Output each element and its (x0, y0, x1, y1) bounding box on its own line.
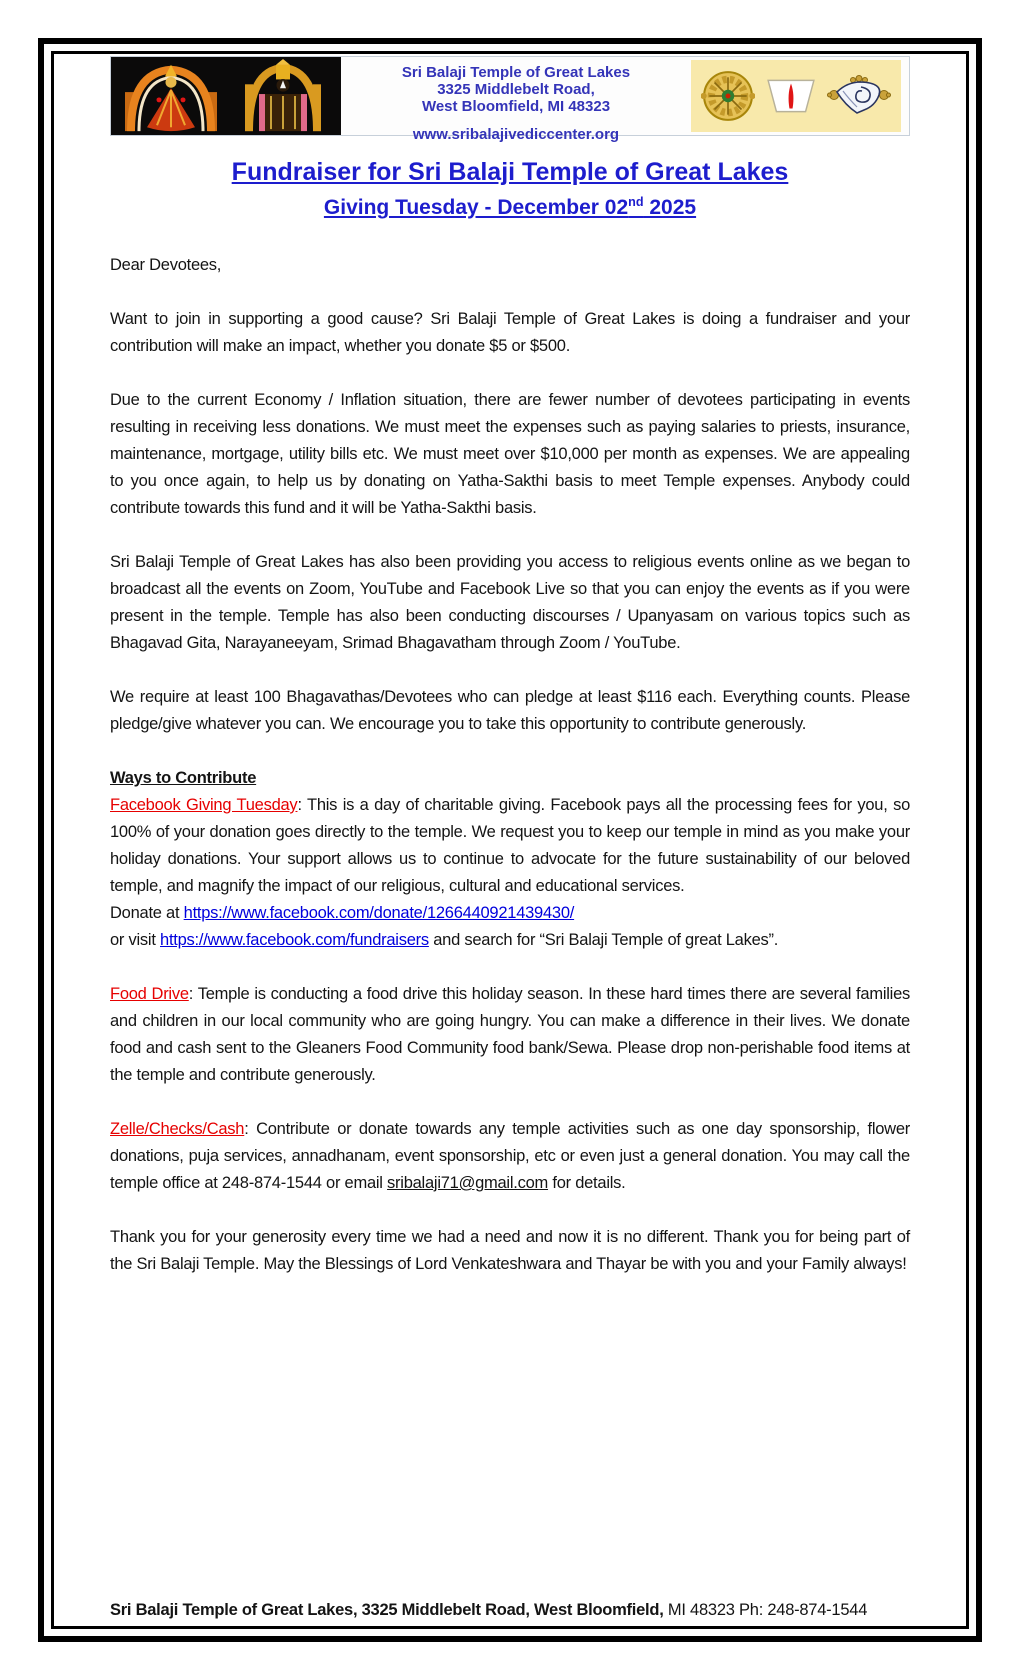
paragraph-food-drive (110, 981, 910, 1089)
paragraph-economy: Due to the current Economy / Inflation situation, there are fewer number of devotees participating in events resulting in receiving less donations. We must meet the expenses such as paying salaries to priests, insurance, maintenance, mortgage, utility bills etc. We must meet over $10,000 per month as expenses. We are appealing to you once again, to help us by donating on Yatha-Sakthi basis to meet Temple expenses. Anybody could contribute towards this fund and it will be Yatha-Sakthi basis. (110, 391, 910, 517)
subtitle-year: 2025 (643, 196, 697, 219)
letterhead (110, 56, 910, 143)
facebook-giving-tuesday-label: Facebook Giving Tuesday (110, 796, 298, 814)
facebook-text: : This is a day of charitable giving. Facebook pays all the processing fees for you, so 100% of your donation goes directly to the temple. We request you to keep our temple in mind as you make your holiday donations. Your support allows us to continue to advocate for the future sustainability of our beloved temple, and magnify the impact of our religious, cultural and educational services. (110, 796, 911, 895)
facebook-donate-link[interactable]: https://www.facebook.com/donate/1266440921439430/ (183, 904, 575, 922)
donate-prefix: Donate at (110, 904, 184, 922)
deity-illustration (111, 57, 341, 135)
letterhead-temple-name: Sri Balaji Temple of Great Lakes (401, 64, 631, 81)
subtitle-ordinal: nd (628, 195, 644, 209)
letter-body (110, 252, 910, 1278)
salutation: Dear Devotees, (110, 256, 222, 274)
facebook-fundraisers-link[interactable]: https://www.facebook.com/fundraisers (160, 931, 429, 949)
zelle-suffix: for details. (548, 1174, 626, 1192)
page-subtitle (110, 195, 910, 220)
paragraph-pledge: We require at least 100 Bhagavathas/Devotees who can pledge at least $116 each. Everything counts. Please pledge/give whatever you can. We encourage you to take this opportunity to contribute generously. (110, 688, 910, 733)
page-title: Fundraiser for Sri Balaji Temple of Great Lakes (231, 158, 789, 186)
visit-prefix: or visit (110, 931, 161, 949)
paragraph-closing: Thank you for your generosity every time we had a need and now it is no different. Thank you for being part of the Sri Balaji Temple. May the Blessings of Lord Venkateshwara and Thayar be with you and your Family always! (110, 1228, 910, 1273)
food-drive-label: Food Drive (110, 985, 189, 1003)
namam-icon (765, 78, 817, 114)
footer-address-regular: MI 48323 Ph: 248-874-1544 (663, 1601, 868, 1619)
letterhead-address-2: West Bloomfield, MI 48323 (421, 98, 611, 115)
paragraph-intro: Want to join in supporting a good cause? Sri Balaji Temple of Great Lakes is doing a fundraiser and your contribution will make an impact, whether you donate $5 or $500. (110, 310, 910, 355)
subtitle-text: Giving Tuesday - December 02 (323, 196, 629, 219)
footer-address (110, 1601, 910, 1620)
letterhead-text (341, 57, 691, 143)
letterhead-address-1: 3325 Middlebelt Road, (437, 81, 595, 98)
conch-icon (827, 75, 891, 117)
chakra-icon (701, 69, 755, 123)
deity-image (111, 57, 341, 135)
footer-address-bold: Sri Balaji Temple of Great Lakes, 3325 Middlebelt Road, West Bloomfield, (110, 1601, 664, 1619)
paragraph-online-events: Sri Balaji Temple of Great Lakes has also been providing you access to religious events online as we began to broadcast all the events on Zoom, YouTube and Facebook Live so that you can enjoy the events as if you were present in the temple. Temple has also been conducting discourses / Upanyasam on various topics such as Bhagavad Gita, Narayaneeyam, Srimad Bhagavatham through Zoom / YouTube. (110, 553, 910, 652)
letterhead-website[interactable]: www.sribalajivediccenter.org (412, 126, 620, 143)
symbols-panel (691, 60, 901, 132)
paragraph-zelle (110, 1116, 910, 1197)
donate-line (110, 900, 910, 927)
visit-suffix: and search for “Sri Balaji Temple of great Lakes”. (428, 931, 779, 949)
title-block (110, 158, 910, 220)
email-link[interactable]: sribalaji71@gmail.com (387, 1174, 549, 1192)
ways-to-contribute-heading: Ways to Contribute (110, 769, 257, 787)
page-content (110, 56, 910, 1305)
zelle-checks-cash-label: Zelle/Checks/Cash (110, 1120, 245, 1138)
food-drive-text: : Temple is conducting a food drive this holiday season. In these hard times there are several families and children in our local community who are going hungry. You can make a difference in their lives. We donate food and cash sent to the Gleaners Food Community food bank/Sewa. Please drop non-perishable food items at the temple and contribute generously. (110, 985, 910, 1084)
visit-line (110, 927, 910, 954)
paragraph-facebook (110, 792, 910, 900)
zelle-text: : Contribute or donate towards any temple activities such as one day sponsorship, flower donations, puja services, annadhanam, event sponsorship, etc or even just a general donation. You may call the temple office at 248-874-1544 or email (110, 1120, 910, 1192)
